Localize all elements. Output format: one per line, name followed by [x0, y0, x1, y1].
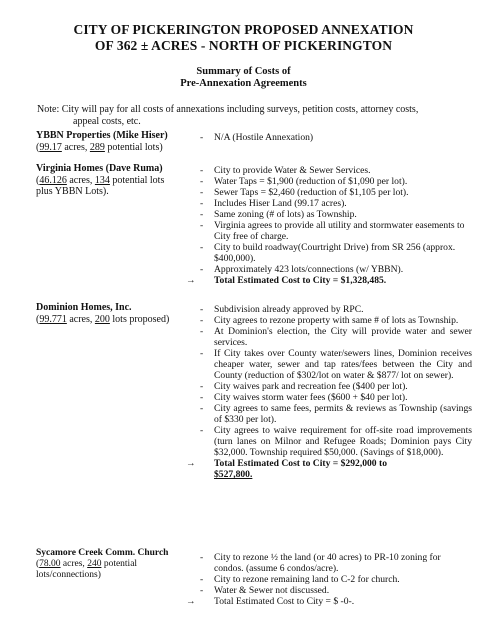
note-block	[37, 104, 482, 128]
sycamore-item: - Water & Sewer not discussed.	[200, 585, 330, 596]
ybbn-paren: (	[36, 141, 40, 153]
dominion-item: - City agrees to same fees, permits & reviews as Township (savings of $330 per lot).	[200, 403, 472, 425]
sycamore-item: - City to rezone ½ the land (or 40 acres) to PR-10 zoning for condos. (assume 6 condos/acre).	[200, 552, 441, 574]
dominion-name: Dominion Homes, Inc.	[36, 302, 132, 313]
sycamore-item: - City to rezone remaining land to C-2 for church.	[200, 574, 400, 585]
virginia-lots-suffix: potential lots	[109, 174, 165, 186]
arrow-right-icon: →	[186, 596, 196, 607]
arrow-right-icon: →	[186, 275, 196, 286]
dominion-acres: 99.771	[39, 313, 67, 325]
sycamore-lots: 240	[87, 559, 102, 569]
ybbn-item: - N/A (Hostile Annexation)	[200, 132, 314, 143]
dominion-total: → Total Estimated Cost to City = $292,000 to $527,800.	[186, 458, 387, 480]
sycamore-name: Sycamore Creek Comm. Church	[36, 548, 169, 558]
virginia-item: - City to build roadway(Courtright Drive) from SR 256 (approx. $400,000).	[200, 242, 456, 264]
dominion-item: - City waives park and recreation fee ($400 per lot).	[200, 381, 408, 392]
ybbn-acres: 99.17	[39, 141, 62, 153]
dominion-item: - City agrees to waive requirement for off-site road improvements (turn lanes on Milnor and Refugee Roads; Dominion pays City $32,000. Township required $50,000. (Savings of $18,000).	[200, 425, 472, 458]
dominion-item: - City waives storm water fees ($600 + $40 per lot).	[200, 392, 408, 403]
dominion-total-line-2: $527,800.	[214, 469, 253, 480]
dominion-item: - City agrees to rezone property with same # of lots as Township.	[200, 315, 459, 326]
virginia-item: - Virginia agrees to provide all utility and stormwater easements to City free of charge.	[200, 220, 465, 242]
dominion-item: - At Dominion's election, the City will provide water and sewer services.	[200, 326, 472, 348]
dominion-acres-suffix: acres,	[66, 313, 95, 325]
virginia-line-3: plus YBBN Lots).	[36, 186, 109, 197]
virginia-item: - Sewer Taps = $2,460 (reduction of $1,105 per lot).	[200, 187, 409, 198]
sycamore-acres-suffix: acres,	[60, 559, 88, 569]
dominion-items	[186, 304, 472, 480]
ybbn-acres-suffix: acres,	[61, 141, 90, 153]
virginia-item: - Water Taps = $1,900 (reduction of $1,090 per lot).	[200, 176, 408, 187]
virginia-item: - Same zoning (# of lots) as Township.	[200, 209, 357, 220]
dominion-lots: 200	[94, 313, 110, 325]
dominion-party	[36, 302, 196, 325]
virginia-party	[36, 163, 196, 198]
sycamore-paren: (	[36, 559, 40, 569]
ybbn-items	[200, 132, 470, 143]
virginia-items	[186, 165, 472, 286]
virginia-item: - Includes Hiser Land (99.17 acres).	[200, 198, 347, 209]
ybbn-party	[36, 130, 196, 153]
ybbn-lots-suffix: potential lots)	[104, 141, 163, 153]
sycamore-line-3: lots/connections)	[36, 570, 101, 580]
sycamore-lots-suffix: potential	[101, 559, 138, 569]
title-line-2: OF 362 ± ACRES - NORTH OF PICKERINGTON	[94, 38, 393, 53]
dominion-paren: (	[36, 313, 40, 325]
note-line-1: Note: City will pay for all costs of annexations including surveys, petition costs, attorney costs,	[37, 104, 419, 115]
arrow-right-icon: →	[186, 458, 196, 469]
dominion-item: - Subdivision already approved by RPC.	[200, 304, 364, 315]
sycamore-party	[36, 548, 196, 581]
virginia-paren: (	[36, 174, 40, 186]
note-line-2: appeal costs, etc.	[73, 116, 141, 127]
subtitle-line-1: Summary of Costs of	[196, 66, 291, 77]
sycamore-acres: 78.00	[39, 559, 61, 569]
virginia-item: - Approximately 423 lots/connections (w/ YBBN).	[200, 264, 404, 275]
title-line-1: CITY OF PICKERINGTON PROPOSED ANNEXATION	[73, 22, 414, 37]
virginia-lots: 134	[94, 174, 110, 186]
ybbn-name: YBBN Properties (Mike Hiser)	[36, 130, 168, 141]
virginia-item: - City to provide Water & Sewer Services.	[200, 165, 371, 176]
sycamore-total: → Total Estimated Cost to City = $ -0-.	[186, 596, 355, 607]
sycamore-items	[186, 552, 472, 607]
virginia-acres-suffix: acres,	[66, 174, 95, 186]
ybbn-lots: 289	[89, 141, 105, 153]
dominion-item: - If City takes over County water/sewers lines, Dominion receives cheaper water, sewer and tap rates/fees between the City and County (reduction of $302/lot on water & $877/ lot on sewer).	[200, 348, 472, 381]
virginia-acres: 46.126	[39, 174, 67, 186]
subtitle-line-2: Pre-Annexation Agreements	[180, 78, 307, 89]
dominion-lots-suffix: lots proposed)	[109, 313, 170, 325]
virginia-name: Virginia Homes (Dave Ruma)	[36, 163, 163, 174]
virginia-total: → Total Estimated Cost to City = $1,328,485.	[186, 275, 387, 286]
